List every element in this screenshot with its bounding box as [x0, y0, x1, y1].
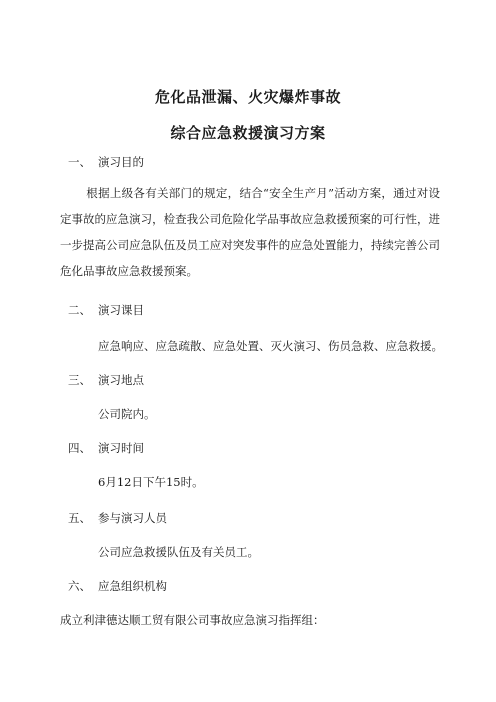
location-text: 公司院内。 — [98, 407, 156, 421]
section-title: 演习地点 — [98, 373, 144, 387]
section-number: 三、 — [68, 373, 91, 387]
section-number: 四、 — [68, 441, 91, 455]
participants-text: 公司应急救援队伍及有关员工。 — [98, 545, 259, 559]
section-heading-5 — [68, 510, 167, 526]
purpose-paragraph — [60, 180, 440, 284]
purpose-text: 根据上级各有关部门的规定，结合“安全生产月”活动方案，通过对设定事故的应急演习，检查我公司危险化学品事故应急救援预案的可行性，进一步提高公司应急队伍及员工应对突发事件的应急处置能力，持续完善公司危化品事故应急救援预案。 — [60, 186, 440, 278]
section-title: 演习时间 — [98, 441, 144, 455]
section-title: 演习课目 — [98, 303, 144, 317]
section-title: 演习目的 — [98, 155, 144, 169]
document-title-line-1: 危化品泄漏、火灾爆炸事故 — [154, 88, 341, 106]
section-title: 应急组织机构 — [98, 579, 167, 593]
section-number: 二、 — [68, 303, 91, 317]
section-heading-1 — [68, 154, 144, 170]
section-heading-4 — [68, 440, 144, 456]
section-number: 一、 — [68, 155, 91, 169]
time-text: 6月12日下午15时。 — [98, 475, 204, 489]
section-heading-2 — [68, 302, 144, 318]
section-title: 参与演习人员 — [98, 511, 167, 525]
section-number: 五、 — [68, 511, 91, 525]
section-heading-6 — [68, 578, 167, 594]
section-heading-3 — [68, 372, 144, 388]
section-number: 六、 — [68, 579, 91, 593]
subjects-text: 应急响应、应急疏散、应急处置、灭火演习、伤员急救、应急救援。 — [98, 339, 443, 353]
org-text: 成立利津德达顺工贸有限公司事故应急演习指挥组： — [60, 613, 325, 627]
document-title-line-2: 综合应急救援演习方案 — [170, 124, 326, 142]
